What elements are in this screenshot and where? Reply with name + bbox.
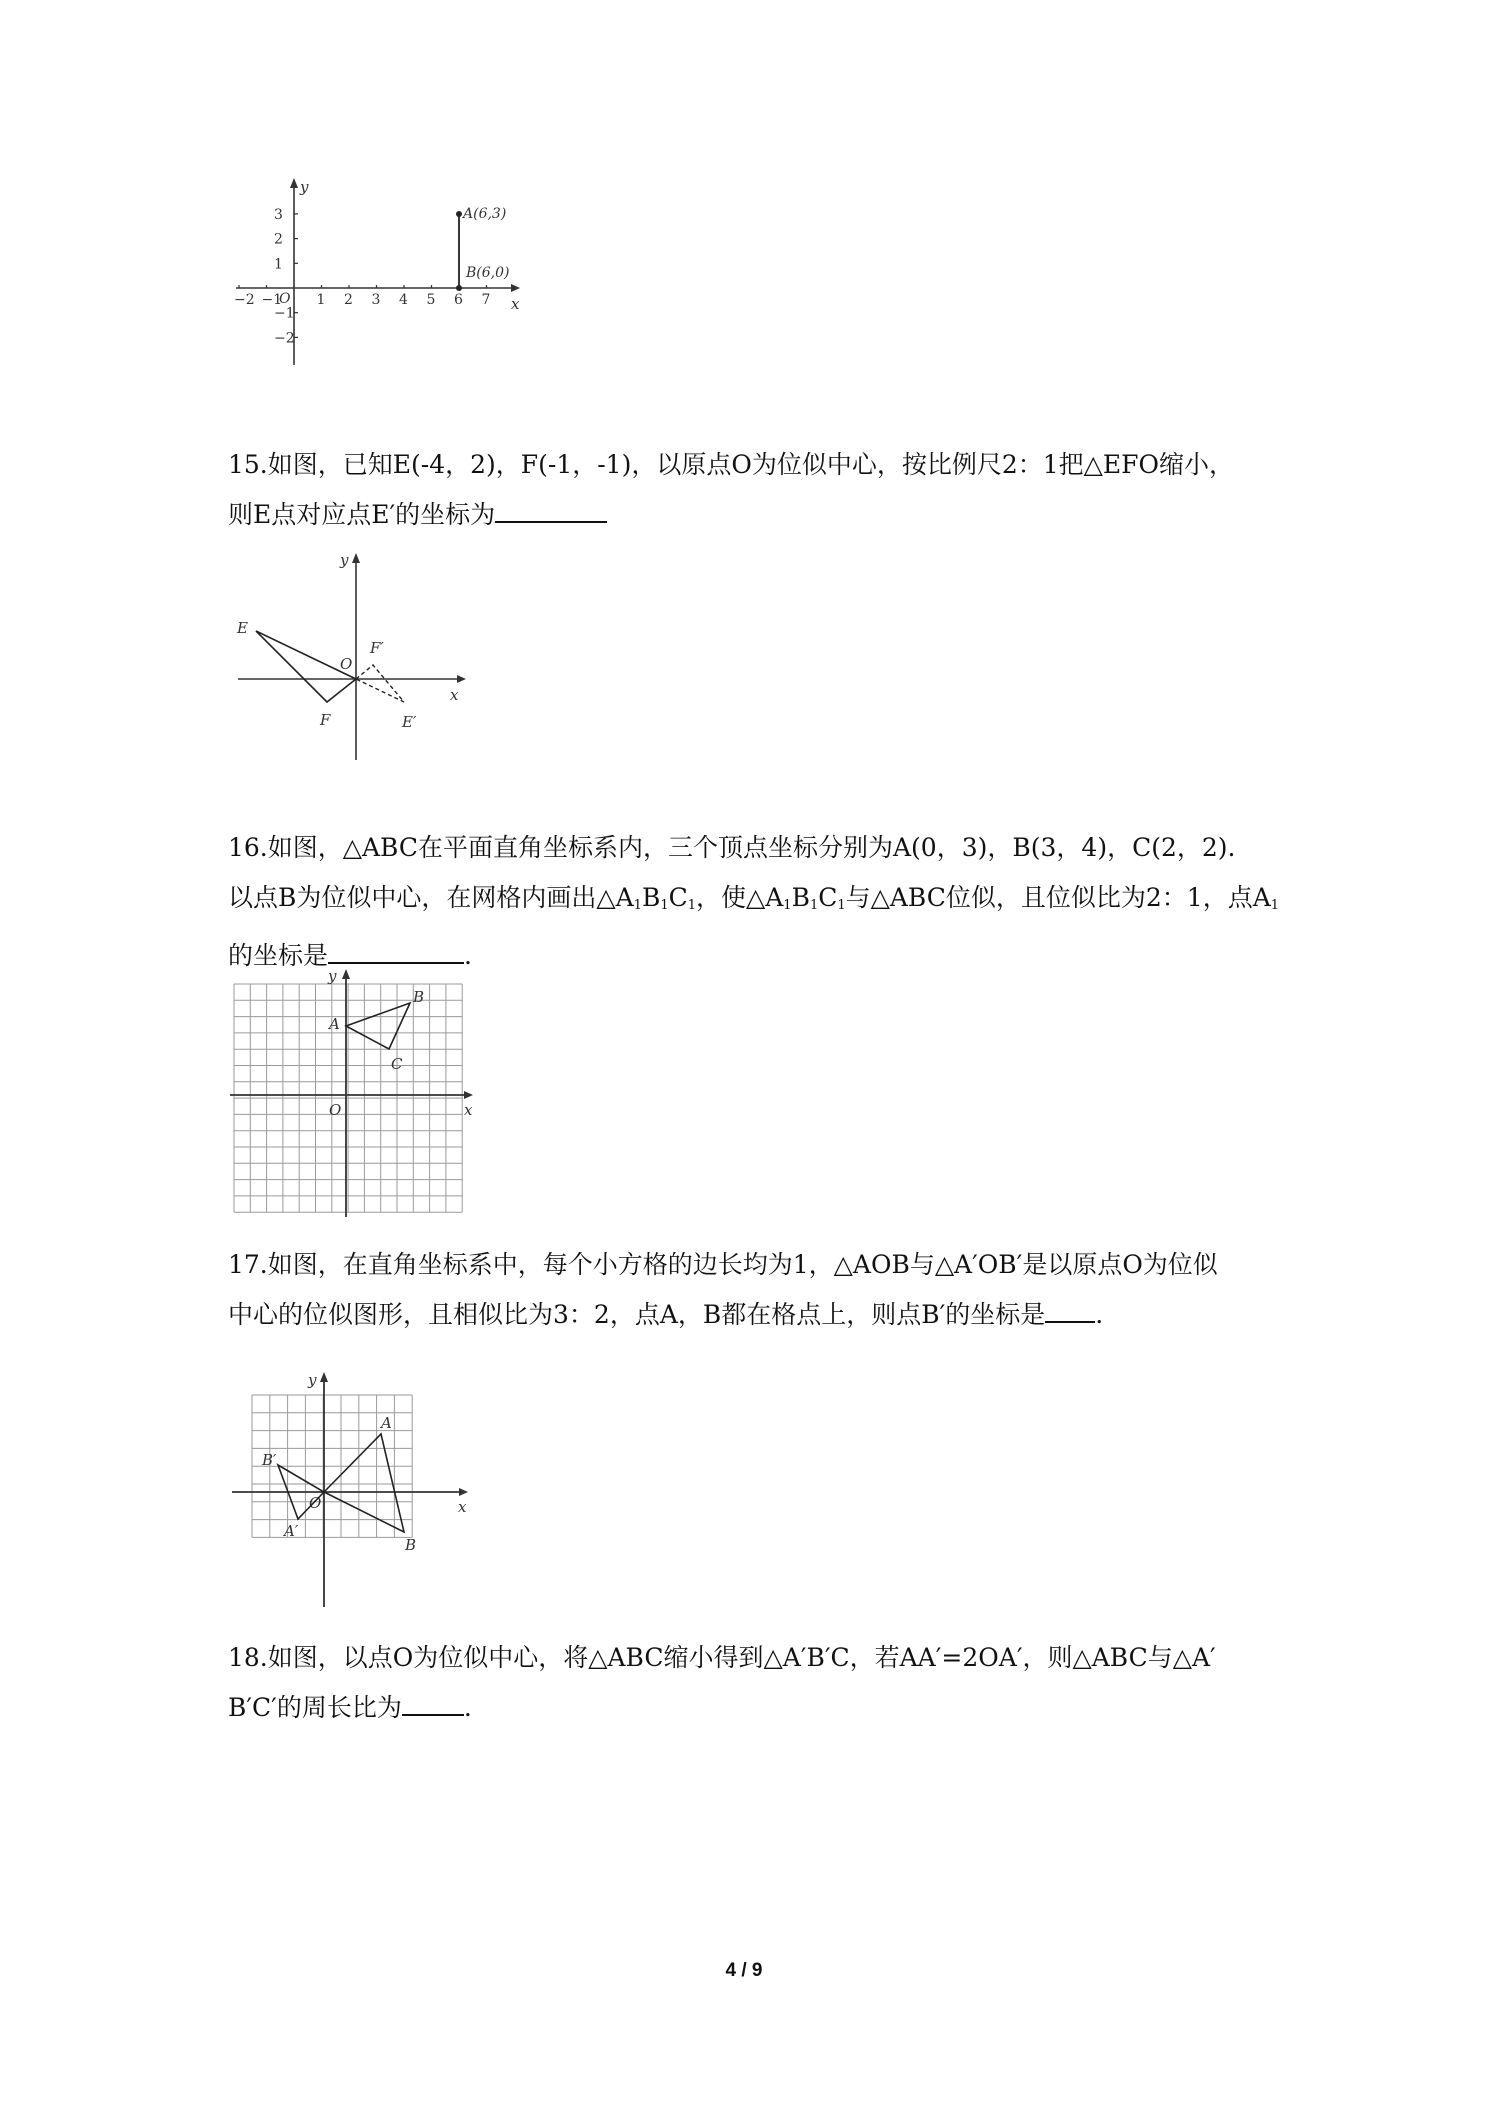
grid [234, 984, 462, 1212]
origin-label: O [329, 1101, 342, 1119]
q16-sub: 1 [837, 898, 846, 913]
point-b-prime-label: B′ [262, 1451, 277, 1469]
q16-sub: 1 [783, 898, 792, 913]
x-tick-label: 5 [426, 292, 436, 308]
q16-text-c: C [668, 883, 688, 912]
figure-17-grid-triangles [228, 1370, 478, 1610]
x-axis-arrow [511, 284, 520, 292]
y-axis-arrow [342, 969, 350, 979]
x-axis-label: x [511, 295, 520, 313]
triangle-e-prime-f-prime-o [356, 665, 404, 702]
q16-period: . [464, 941, 472, 970]
q16-text-e: B [791, 883, 810, 912]
answer-blank-17 [1045, 1299, 1095, 1323]
q16-sub: 1 [687, 898, 697, 913]
q16-text-line3: 的坐标是 [228, 941, 329, 970]
point-f-label: F [320, 711, 331, 729]
x-tick-label: 3 [371, 292, 381, 308]
origin-label: O [340, 655, 353, 673]
question-16 [228, 830, 1280, 974]
x-axis-label: x [450, 686, 459, 704]
point-a-prime-label: A′ [284, 1522, 299, 1540]
origin-label: O [309, 1494, 322, 1512]
figure-14-axes [228, 170, 528, 370]
figure-15-triangle-efo [228, 545, 488, 765]
y-axis-arrow [320, 1372, 328, 1382]
q16-text-g: 与△ABC位似，且位似比为2：1，点A [845, 883, 1271, 912]
q16-sub: 1 [633, 898, 642, 913]
x-axis-label: x [458, 1498, 467, 1516]
y-tick-label: 2 [274, 231, 283, 248]
origin-label: O [279, 291, 291, 307]
x-tick-label: −1 [261, 292, 283, 308]
triangle-abc [346, 1003, 410, 1049]
q16-text-d: ，使△A [696, 883, 784, 912]
point-e-label: E [237, 619, 248, 637]
x-tick-label: 7 [481, 292, 491, 308]
question-16-line-1: 16.如图，△ABC在平面直角坐标系内，三个顶点坐标分别为A(0，3)，B(3，4)，C(2，2). [228, 833, 1236, 862]
q18-text: B′C′的周长比为 [228, 1693, 402, 1722]
x-axis-arrow [464, 1091, 473, 1099]
x-tick-label: 1 [316, 292, 326, 308]
point-e-prime-label: E′ [402, 713, 417, 731]
q16-text-f: C [818, 883, 838, 912]
q16-sub: 1 [1270, 898, 1280, 913]
question-17-line-2 [228, 1297, 1268, 1333]
y-tick-label: −1 [274, 305, 295, 322]
point-b-label: B(6,0) [466, 265, 510, 281]
x-tick-label: 4 [399, 292, 408, 308]
point-a-label: A [381, 1414, 392, 1432]
point-b [456, 285, 462, 291]
y-axis-label: y [340, 551, 349, 569]
question-17-line-1: 17.如图，在直角坐标系中，每个小方格的边长均为1，△AOB与△A′OB′是以原点O为位似 [228, 1250, 1218, 1279]
q18-period: . [463, 1693, 472, 1722]
y-axis-label: y [308, 1371, 317, 1389]
point-f-prime-label: F′ [370, 639, 384, 657]
x-tick-label: −2 [234, 292, 255, 308]
y-axis-arrow [352, 553, 360, 563]
answer-blank-18 [402, 1692, 464, 1716]
y-axis-label: y [328, 967, 337, 985]
question-18-line-1: 18.如图，以点O为位似中心，将△ABC缩小得到△A′B′C，若AA′=2OA′，则△ABC与△A′ [228, 1643, 1216, 1672]
x-axis-arrow [459, 1488, 468, 1496]
question-18-line-2 [228, 1690, 1268, 1726]
x-tick-label: 2 [344, 292, 353, 308]
point-a-label: A(6,3) [463, 206, 507, 222]
question-15-line-2 [228, 497, 1268, 533]
point-c-label: C [391, 1055, 403, 1073]
question-17 [228, 1247, 1268, 1333]
y-tick-label: 1 [274, 256, 283, 273]
page-number: 4 / 9 [725, 1960, 763, 1981]
x-axis-arrow [457, 675, 466, 683]
question-15-text: 则E点对应点E′的坐标为 [228, 500, 496, 529]
q16-text-b: B [641, 883, 661, 912]
point-b-label: B [413, 988, 425, 1006]
q17-text: 中心的位似图形，且相似比为3：2，点A，B都在格点上，则点B′的坐标是 [228, 1300, 1046, 1329]
question-15 [228, 447, 1268, 533]
y-tick-label: −2 [274, 330, 295, 347]
question-16-line-2 [228, 880, 1280, 924]
question-18 [228, 1640, 1268, 1726]
y-axis-label: y [300, 178, 309, 196]
answer-blank-16 [328, 940, 464, 964]
x-axis-label: x [464, 1101, 473, 1119]
y-axis-arrow [290, 178, 298, 188]
question-15-line-1: 15.如图，已知E(-4，2)，F(-1，-1)，以原点O为位似中心，按比例尺2：1把△EFO缩小， [228, 450, 1234, 479]
figure-16-grid-triangle-abc [228, 965, 488, 1220]
point-b-label: B [405, 1536, 417, 1554]
q16-sub: 1 [660, 898, 669, 913]
point-a [456, 211, 462, 217]
q16-text-a: 以点B为位似中心，在网格内画出△A [228, 883, 634, 912]
q17-period: . [1095, 1300, 1104, 1329]
x-tick-label: 6 [454, 292, 463, 308]
point-a-label: A [329, 1015, 340, 1033]
y-tick-label: 3 [274, 206, 283, 223]
q16-sub: 1 [809, 898, 819, 913]
answer-blank-15 [495, 499, 607, 523]
